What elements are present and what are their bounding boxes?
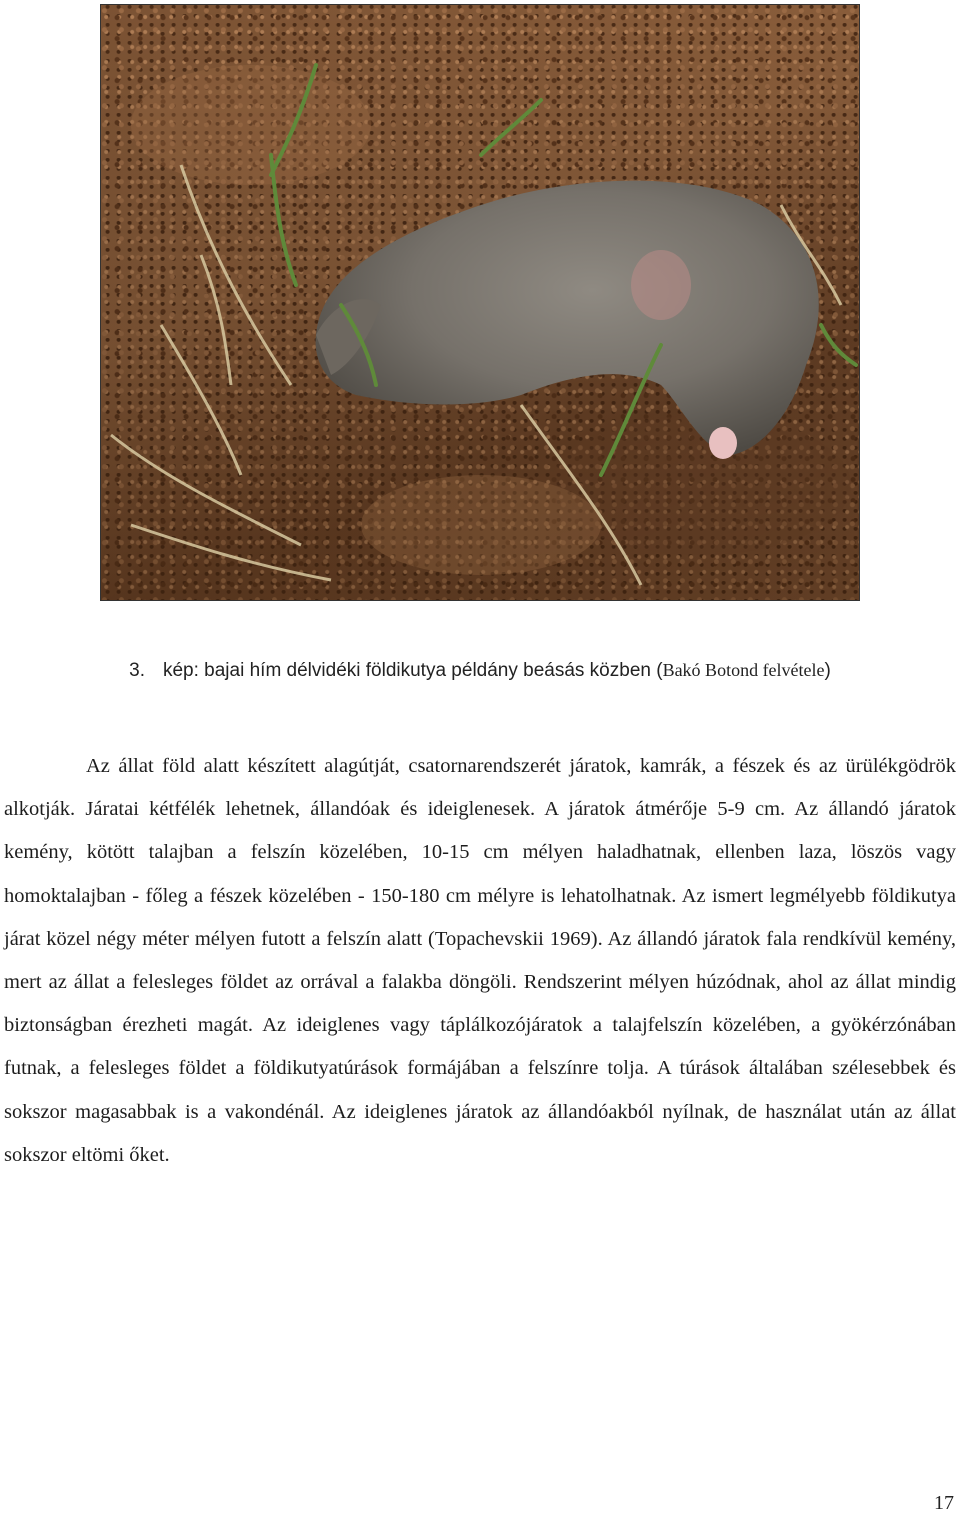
- caption-close: ): [824, 660, 831, 681]
- caption-credit: Bakó Botond felvétele: [662, 660, 825, 680]
- page-number: 17: [934, 1492, 954, 1514]
- body-paragraph: Az állat föld alatt készített alagútját, csatornarendszerét járatok, kamrák, a fészek és az ürülékgödrök alkotják. Járatai kétfélék lehetnek, állandóak és ideiglenesek. A járatok átmérője 5-9 cm. Az állandó járatok kemény, kötött talajban a felszín közelében, 10-15 cm mélyen haladhatnak, ellenben laza, löszös vagy homoktalajban - főleg a fészek közelében - 150-180 cm mélyre is lehatolhatnak. Az ismert legmélyebb földikutya járat közel négy méter mélyen futott a felszín alatt (Topachevskii 1969). Az állandó járatok fala rendkívül kemény, mert az állat a felesleges földet az orrával a falakba döngöli. Rendszerint mélyen húzódnak, ahol az állat mindig biztonságban érezheti magát. Az ideiglenes vagy táplálkozójáratok a talajfelszín közelében, a gyökérzónában futnak, a felesleges földet a földikutyatúrások formájában a felszínre tolja. A túrások általában szélesebbek és sokszor magasabbak is a vakondénál. Az ideiglenes járatok az állandóakból nyílnak, de használat után az állat sokszor eltömi őket.: [4, 755, 956, 1166]
- caption-text: kép: bajai hím délvidéki földikutya példány beásás közben (: [162, 660, 663, 681]
- figure-caption: [0, 660, 960, 682]
- caption-number: 3.: [129, 660, 145, 681]
- mole-rat-photo: [100, 4, 860, 601]
- photo-illustration: [101, 5, 859, 600]
